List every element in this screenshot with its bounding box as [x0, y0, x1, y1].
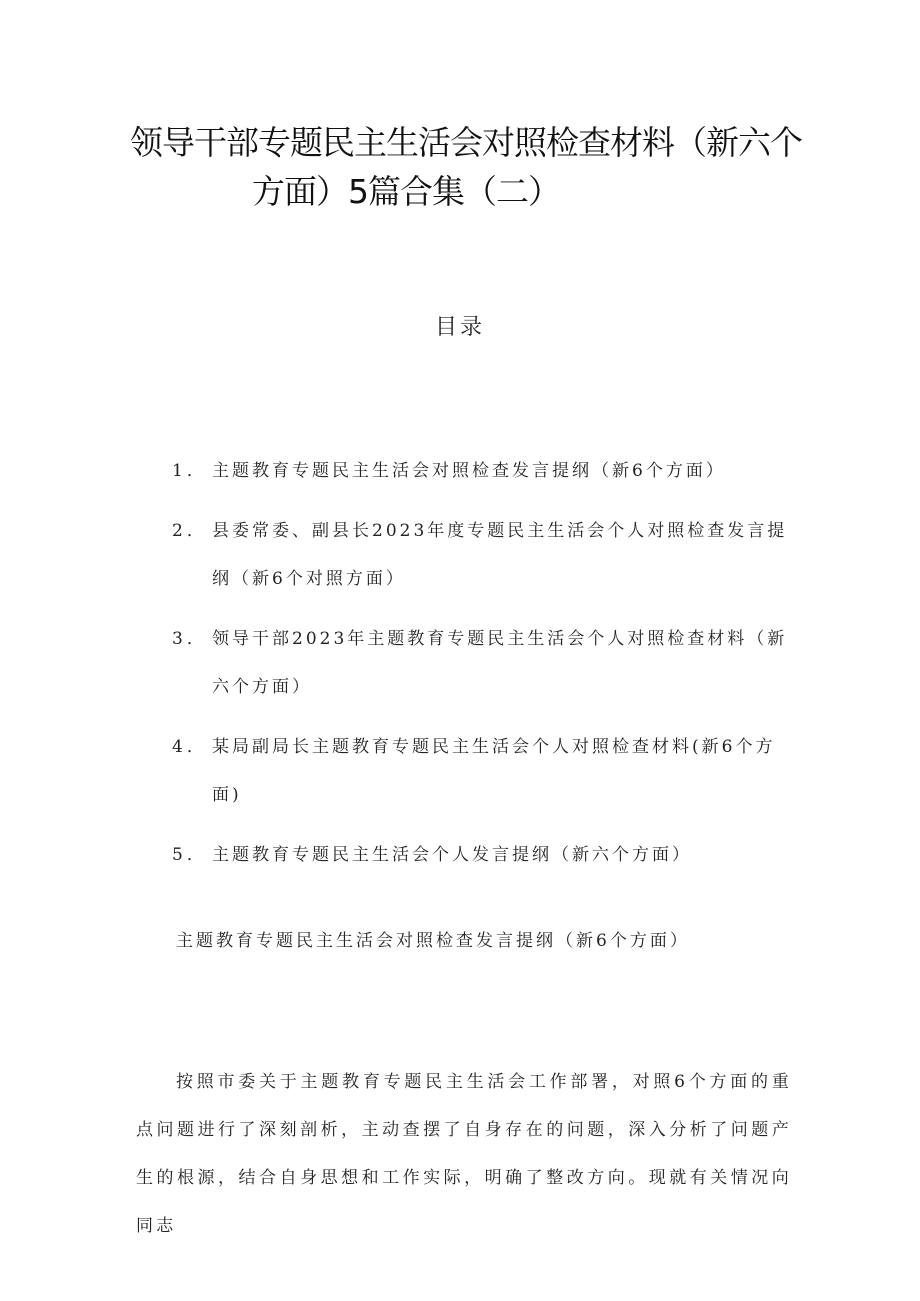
- document-title-line-1: 领导干部专题民主生活会对照检查材料（新六个: [130, 123, 802, 162]
- toc-item-number: 4．: [172, 737, 208, 757]
- toc-item-text: 主题教育专题民主生活会对照检查发言提纲（新6个方面）: [212, 461, 726, 481]
- toc-item-number: 2．: [172, 521, 208, 541]
- toc-item[interactable]: [172, 723, 792, 819]
- table-of-contents: [172, 447, 792, 891]
- toc-item-text: 主题教育专题民主生活会个人发言提纲（新六个方面）: [212, 845, 692, 865]
- toc-item-text: 领导干部2023年主题教育专题民主生活会个人对照检查材料（新六个方面）: [212, 629, 788, 697]
- toc-item[interactable]: [172, 507, 792, 603]
- toc-item-number: 1．: [172, 461, 208, 481]
- body-paragraph: 按照市委关于主题教育专题民主生活会工作部署，对照6个方面的重点问题进行了深刻剖析，主动查摆了自身存在的问题，深入分析了问题产生的根源，结合自身思想和工作实际，明确了整改方向。现就有关情况向同志: [136, 1072, 792, 1236]
- toc-heading: 目录: [434, 315, 485, 340]
- toc-item[interactable]: [172, 615, 792, 711]
- document-title: [130, 118, 800, 216]
- toc-item-text: 县委常委、副县长2023年度专题民主生活会个人对照检查发言提纲（新6个对照方面）: [212, 521, 788, 589]
- toc-item-text: 某局副局长主题教育专题民主生活会个人对照检查材料(新6个方面): [212, 737, 776, 805]
- section-title: 主题教育专题民主生活会对照检查发言提纲（新6个方面）: [176, 931, 690, 951]
- toc-item-number: 5．: [172, 845, 208, 865]
- toc-item[interactable]: [172, 447, 792, 495]
- toc-item-number: 3．: [172, 629, 208, 649]
- document-title-line-2: 方面）5篇合集（二）: [252, 172, 560, 211]
- toc-item[interactable]: [172, 831, 792, 879]
